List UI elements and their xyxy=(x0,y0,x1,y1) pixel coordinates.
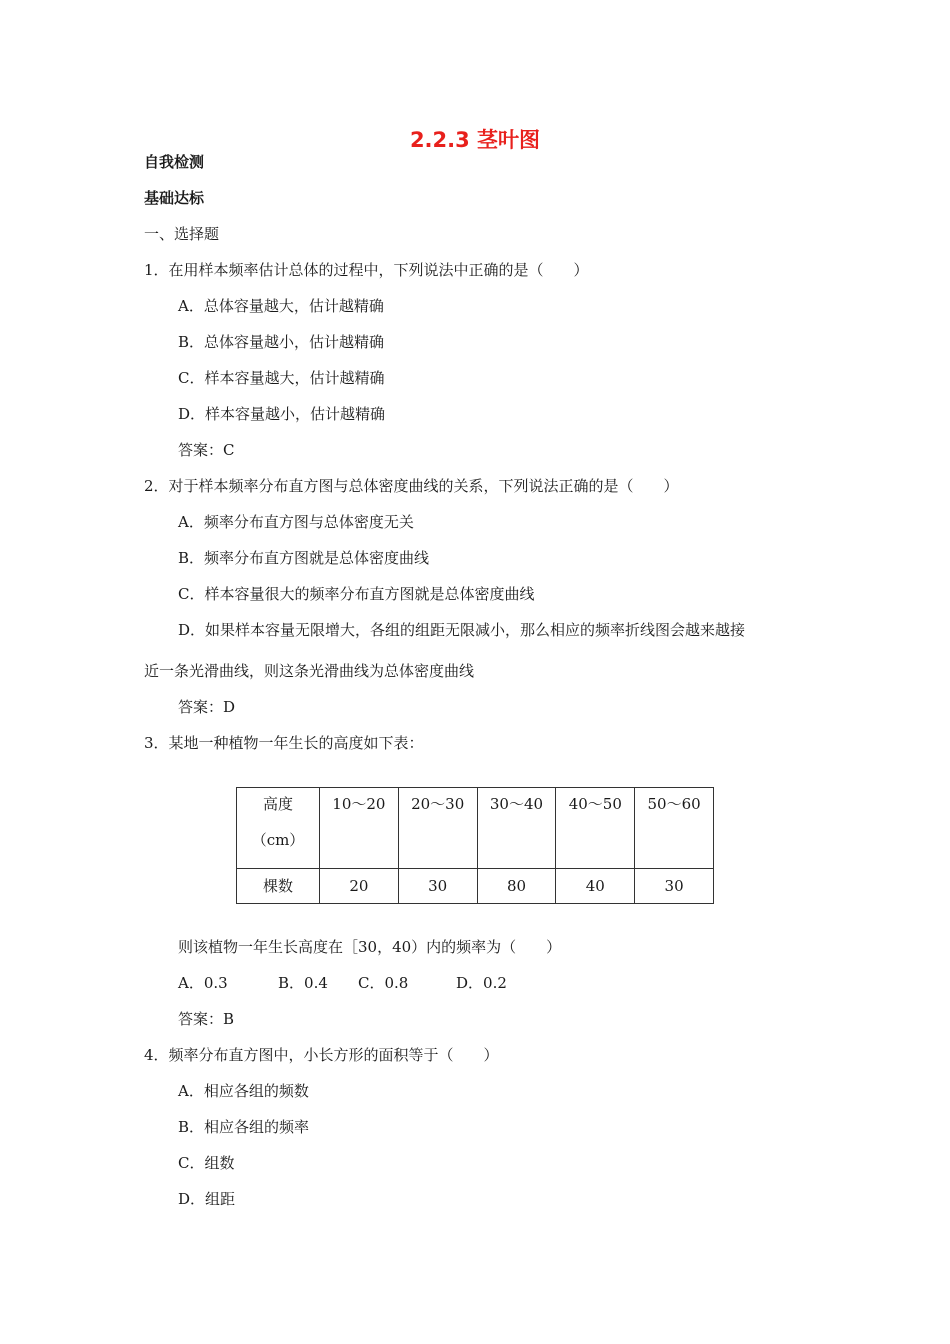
q2-option-a: A．频率分布直方图与总体密度无关 xyxy=(178,513,414,531)
q2-option-b: B．频率分布直方图就是总体密度曲线 xyxy=(178,549,430,567)
q1-option-d: D．样本容量越小，估计越精确 xyxy=(178,405,386,423)
q3-follow: 则该植物一年生长高度在［30，40）内的频率为（ ） xyxy=(178,938,562,956)
table-header-range: 20～30 xyxy=(398,788,477,869)
q1-answer: 答案：C xyxy=(178,441,235,459)
q2-answer: 答案：D xyxy=(178,698,236,716)
section-basic: 基础达标 xyxy=(144,189,205,207)
table-header-range: 50～60 xyxy=(635,788,714,869)
table-count-cell: 40 xyxy=(556,869,635,904)
q1-option-a: A．总体容量越大，估计越精确 xyxy=(178,297,384,315)
table-header-range: 40～50 xyxy=(556,788,635,869)
table-count-cell: 30 xyxy=(635,869,714,904)
q4-option-b: B．相应各组的频率 xyxy=(178,1118,310,1136)
height-table xyxy=(236,787,714,904)
q3-answer: 答案：B xyxy=(178,1010,235,1028)
table-header-height-unit: （cm） xyxy=(251,831,305,849)
q2-option-c: C．样本容量很大的频率分布直方图就是总体密度曲线 xyxy=(178,585,535,603)
q4-option-c: C．组数 xyxy=(178,1154,235,1172)
table-count-cell: 20 xyxy=(320,869,399,904)
q2-option-d-cont: 近一条光滑曲线，则这条光滑曲线为总体密度曲线 xyxy=(144,662,475,680)
q3-option-c: C．0.8 xyxy=(358,974,409,992)
table-header-height-label: 高度 xyxy=(262,795,293,813)
table-count-cell: 80 xyxy=(477,869,556,904)
q1-stem: 1．在用样本频率估计总体的过程中，下列说法中正确的是（ ） xyxy=(144,261,589,279)
table-count-cell: 30 xyxy=(398,869,477,904)
table-header-height xyxy=(237,788,320,869)
q2-option-d: D．如果样本容量无限增大，各组的组距无限减小，那么相应的频率折线图会越来越接 xyxy=(178,621,746,639)
q1-option-b: B．总体容量越小，估计越精确 xyxy=(178,333,385,351)
table-header-range: 10～20 xyxy=(320,788,399,869)
table-header-range: 30～40 xyxy=(477,788,556,869)
q3-option-a: A．0.3 xyxy=(178,974,228,992)
q3-stem: 3．某地一种植物一年生长的高度如下表： xyxy=(144,734,424,752)
q3-option-d: D．0.2 xyxy=(456,974,507,992)
q4-option-d: D．组距 xyxy=(178,1190,236,1208)
q1-option-c: C．样本容量越大，估计越精确 xyxy=(178,369,385,387)
part-heading: 一、选择题 xyxy=(144,225,220,243)
q4-stem: 4．频率分布直方图中，小长方形的面积等于（ ） xyxy=(144,1046,499,1064)
q2-stem: 2．对于样本频率分布直方图与总体密度曲线的关系，下列说法正确的是（ ） xyxy=(144,477,679,495)
section-self-check: 自我检测 xyxy=(144,153,205,171)
q4-option-a: A．相应各组的频数 xyxy=(178,1082,309,1100)
table-count-label: 棵数 xyxy=(237,869,320,904)
page-title: 2.2.3 茎叶图 xyxy=(409,128,541,152)
q3-option-b: B．0.4 xyxy=(278,974,328,992)
